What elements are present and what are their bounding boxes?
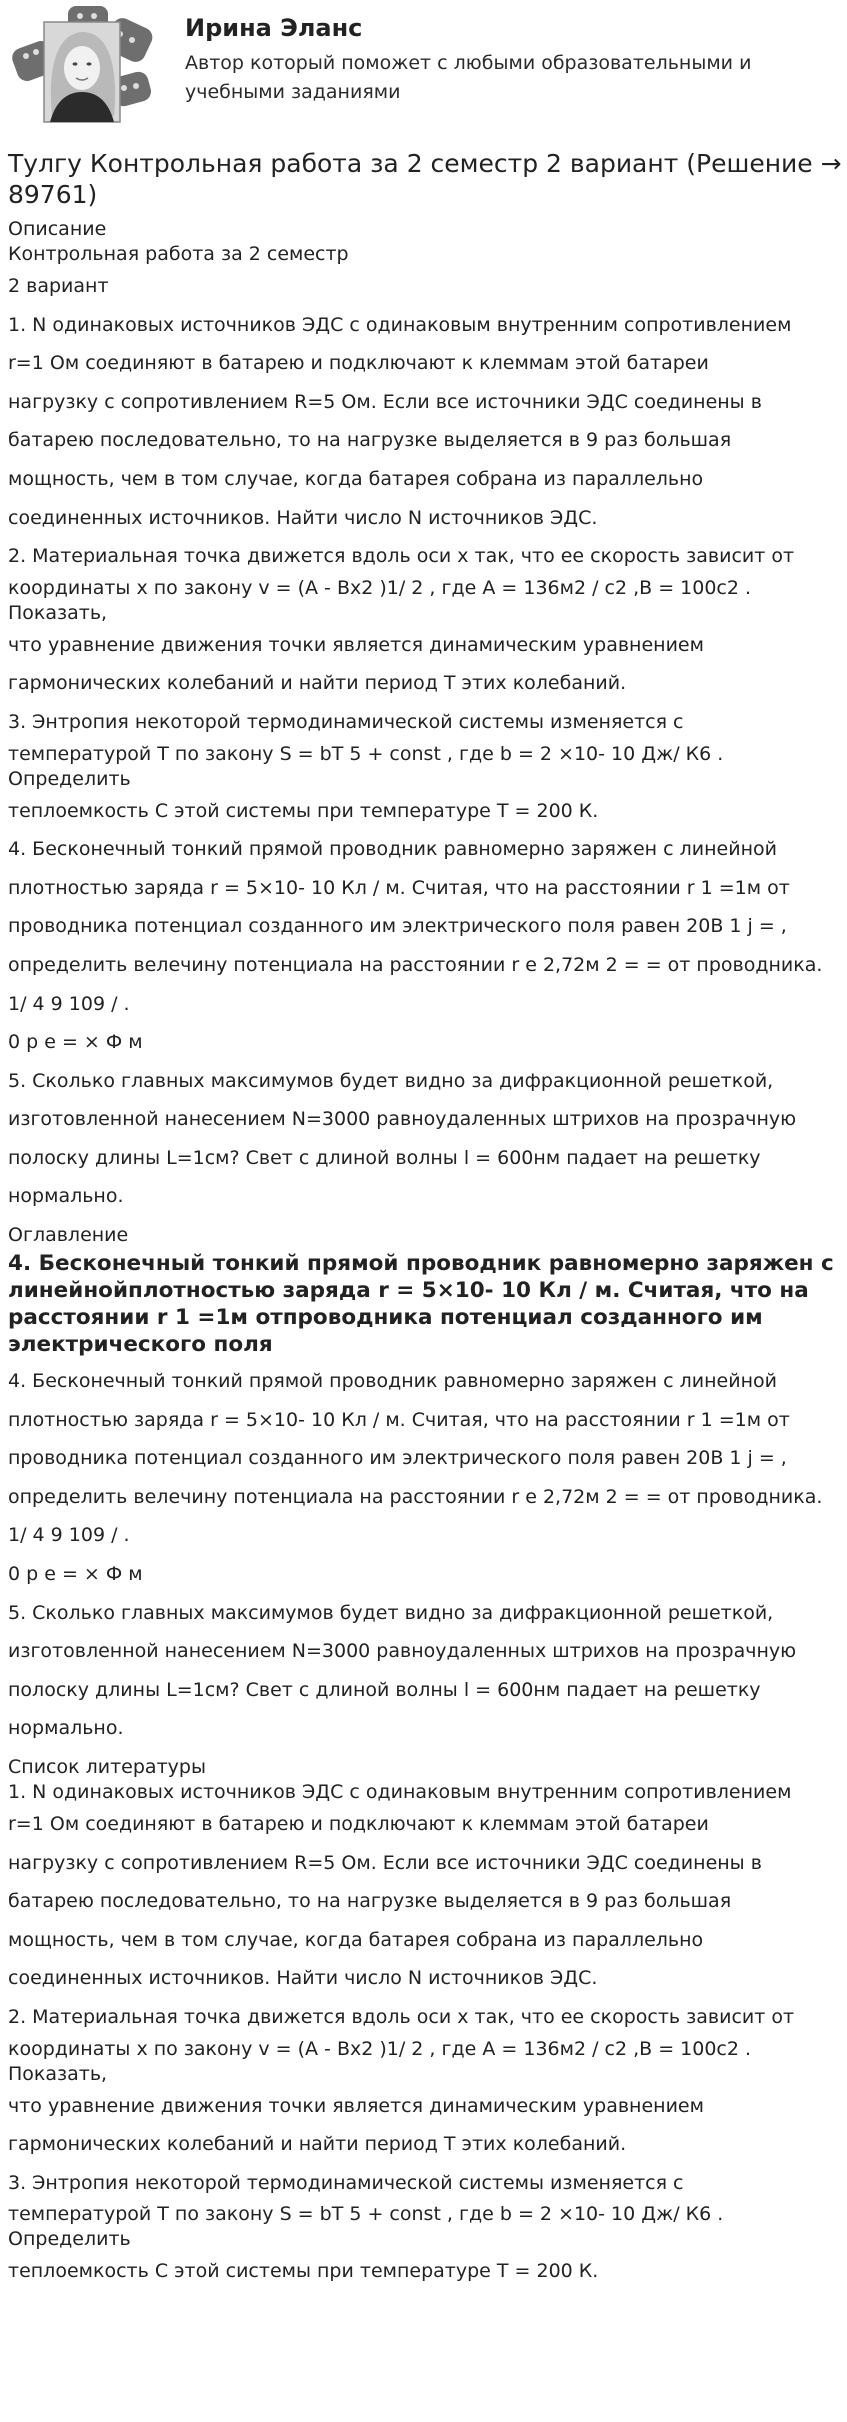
text-line: нормально.: [8, 1717, 124, 1740]
text-line: мощность, чем в том случае, когда батарея собрана из параллельно: [8, 1928, 704, 1951]
text-line: соединенных источников. Найти число N источников ЭДС.: [8, 506, 598, 529]
text-line: 4. Бесконечный тонкий прямой проводник равномерно заряжен с линейной: [8, 1370, 777, 1393]
text-line: проводника потенциал созданного им электрического поля равен 20В 1 j = ,: [8, 1447, 787, 1470]
text-line: 0 p e = × Ф м: [8, 1563, 143, 1586]
text-line: 5. Сколько главных максимумов будет видно за дифракционной решеткой,: [8, 1601, 774, 1624]
text-line: изготовленной нанесением N=3000 равноудаленных штрихов на прозрачную: [8, 1640, 797, 1663]
toc-heading: 4. Бесконечный тонкий прямой проводник равномерно заряжен с линейнойплотностью заряда r = 5×10- 10 Кл / м. Считая, что на расстоянии r 1 =1м отпроводника потенциал созданного им электрического поля: [8, 1251, 834, 1358]
bibliography-block: [8, 1780, 843, 2291]
text-line: теплоемкость С этой системы при температуре Т = 200 К.: [8, 2260, 599, 2283]
author-description: Автор который поможет с любыми образовательными и учебными заданиями: [185, 52, 752, 103]
text-line: что уравнение движения точки является динамическим уравнением: [8, 2094, 704, 2117]
text-line: соединенных источников. Найти число N источников ЭДС.: [8, 1967, 598, 1990]
text-line: Контрольная работа за 2 семестр: [8, 243, 349, 265]
text-line: 4. Бесконечный тонкий прямой проводник равномерно заряжен с линейной: [8, 838, 777, 861]
text-line: температурой Т по закону S = bT 5 + const , где b = 2 ×10- 10 Дж/ К6 . Определить: [8, 2203, 724, 2251]
bibliography-label: Список литературы: [8, 1756, 206, 1778]
text-line: батарею последовательно, то на нагрузке выделяется в 9 раз большая: [8, 1890, 732, 1913]
text-line: 1. N одинаковых источников ЭДС с одинаковым внутренним сопротивлением: [8, 313, 792, 336]
text-line: координаты x по закону v = (A - Bx2 )1/ 2 , где A = 136м2 / с2 ,B = 100с2 . Показать,: [8, 576, 752, 624]
description-block: [8, 242, 843, 1216]
text-line: 2 вариант: [8, 275, 109, 297]
text-line: гармонических колебаний и найти период T этих колебаний.: [8, 2133, 627, 2156]
text-line: батарею последовательно, то на нагрузке выделяется в 9 раз большая: [8, 429, 732, 452]
text-line: 1/ 4 9 109 / .: [8, 992, 130, 1015]
text-line: плотностью заряда r = 5×10- 10 Кл / м. Считая, что на расстоянии r 1 =1м от: [8, 1408, 790, 1431]
text-line: проводника потенциал созданного им электрического поля равен 20В 1 j = ,: [8, 915, 787, 938]
text-line: 3. Энтропия некоторой термодинамической системы изменяется с: [8, 710, 684, 733]
text-line: что уравнение движения точки является динамическим уравнением: [8, 633, 704, 656]
text-line: координаты x по закону v = (A - Bx2 )1/ 2 , где A = 136м2 / с2 ,B = 100с2 . Показать,: [8, 2037, 752, 2085]
text-line: теплоемкость С этой системы при температуре Т = 200 К.: [8, 799, 599, 822]
text-line: определить велечину потенциала на расстоянии r e 2,72м 2 = = от проводника.: [8, 1485, 823, 1508]
text-line: температурой Т по закону S = bT 5 + const , где b = 2 ×10- 10 Дж/ К6 . Определить: [8, 742, 724, 790]
author-avatar: [8, 4, 158, 130]
text-line: 2. Материальная точка движется вдоль оси x так, что ее скорость зависит от: [8, 545, 795, 568]
text-line: нормально.: [8, 1185, 124, 1208]
toc-block: [8, 1362, 843, 1748]
text-line: изготовленной нанесением N=3000 равноудаленных штрихов на прозрачную: [8, 1108, 797, 1131]
text-line: полоску длины L=1см? Свет с длиной волны l = 600нм падает на решетку: [8, 1146, 761, 1169]
text-line: гармонических колебаний и найти период T этих колебаний.: [8, 672, 627, 695]
page-title: Тулгу Контрольная работа за 2 семестр 2 вариант (Решение → 89761): [8, 149, 842, 209]
text-line: 0 p e = × Ф м: [8, 1031, 143, 1054]
author-card: [8, 4, 838, 130]
text-line: 3. Энтропия некоторой термодинамической системы изменяется с: [8, 2171, 684, 2194]
text-line: полоску длины L=1см? Свет с длиной волны l = 600нм падает на решетку: [8, 1678, 761, 1701]
text-line: определить велечину потенциала на расстоянии r e 2,72м 2 = = от проводника.: [8, 953, 823, 976]
author-name: Ирина Эланс: [185, 14, 363, 42]
text-line: нагрузку с сопротивлением R=5 Ом. Если все источники ЭДС соединены в: [8, 390, 762, 413]
toc-label: Оглавление: [8, 1224, 129, 1247]
text-line: 1. N одинаковых источников ЭДС с одинаковым внутренним сопротивлением: [8, 1781, 792, 1803]
text-line: плотностью заряда r = 5×10- 10 Кл / м. Считая, что на расстоянии r 1 =1м от: [8, 876, 790, 899]
description-label: Описание: [8, 218, 107, 240]
text-line: мощность, чем в том случае, когда батарея собрана из параллельно: [8, 467, 704, 490]
text-line: 2. Материальная точка движется вдоль оси x так, что ее скорость зависит от: [8, 2005, 795, 2028]
text-line: r=1 Ом соединяют в батарею и подключают к клеммам этой батареи: [8, 1813, 709, 1835]
text-line: r=1 Ом соединяют в батарею и подключают к клеммам этой батареи: [8, 352, 709, 375]
text-line: 1/ 4 9 109 / .: [8, 1524, 130, 1547]
text-line: 5. Сколько главных максимумов будет видно за дифракционной решеткой,: [8, 1069, 774, 1092]
text-line: нагрузку с сопротивлением R=5 Ом. Если все источники ЭДС соединены в: [8, 1851, 762, 1874]
main-content: [8, 148, 843, 2291]
